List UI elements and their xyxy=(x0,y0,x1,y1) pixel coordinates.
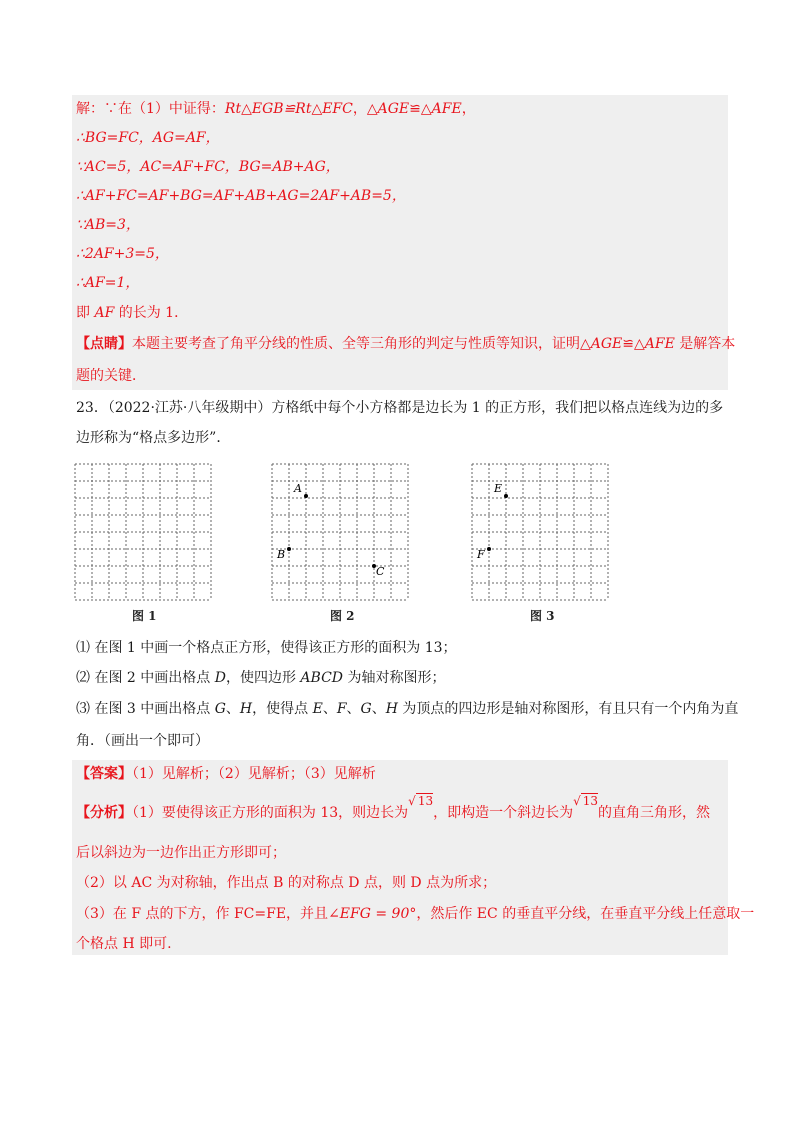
point-e-label: E xyxy=(494,482,503,495)
part-text: 为顶点的四边形是轴对称图形，有且只有一个内角为直 xyxy=(397,701,739,717)
solution-math: AGE xyxy=(377,101,410,117)
analysis-line-5: 个格点 H 即可. xyxy=(76,936,172,952)
point-c-label: C xyxy=(376,565,385,578)
solution-math: Rt△EGB≌Rt△EFC xyxy=(224,101,353,117)
solution-math: AFE xyxy=(431,101,462,117)
point-f-label: F xyxy=(477,548,485,561)
solution-text: ，△ xyxy=(352,101,378,117)
analysis-line-3: （2）以 AC 为对称轴，作出点 B 的对称点 D 点，则 D 点为所求； xyxy=(76,875,497,891)
analysis-line-2: 后以斜边为一边作出正方形即可； xyxy=(76,845,286,861)
answer-line xyxy=(76,764,376,784)
analysis-text: ，然后作 EC 的垂直平分线，在垂直平分线上任意取一 xyxy=(416,906,755,922)
solution-text: 解：∵在（1）中证得： xyxy=(76,101,225,117)
part-3-cont: 角．（画出一个即可） xyxy=(76,733,209,749)
part-3 xyxy=(76,699,738,719)
question-text: 方格纸中每个小方格都是边长为 1 的正方形，我们把以格点连线为边的多 xyxy=(271,400,724,416)
part-math: ABCD xyxy=(300,670,344,686)
part-math: G xyxy=(360,701,372,717)
sqrt-value: 13 xyxy=(582,794,599,808)
part-1: ⑴ 在图 1 中画一个格点正方形，使得该正方形的面积为 13； xyxy=(76,640,457,656)
analysis-tag: 【分析】 xyxy=(76,805,132,821)
comment-line-1 xyxy=(76,334,735,354)
solution-line-1 xyxy=(76,99,476,119)
analysis-text: 的直角三角形，然 xyxy=(598,805,711,821)
solution-line-7: ∴AF=1， xyxy=(76,275,140,291)
part-text: 、 xyxy=(346,701,361,717)
comment-tag: 【点睛】 xyxy=(76,336,132,352)
question-line-1 xyxy=(76,398,723,418)
solution-line-5: ∵AB=3， xyxy=(76,217,140,233)
part-text: 、 xyxy=(371,701,386,717)
comment-math: AFE xyxy=(644,336,675,352)
comment-text: 本题主要考查了角平分线的性质、全等三角形的判定与性质等知识，证明△ xyxy=(132,336,591,352)
solution-line-8 xyxy=(76,303,188,323)
point-b-dot xyxy=(287,547,291,551)
figure-1-caption: 图 1 xyxy=(132,609,157,623)
part-math: G xyxy=(214,701,226,717)
part-text: 为轴对称图形； xyxy=(343,670,446,686)
figure-3-grid xyxy=(470,462,612,604)
sqrt-value: 13 xyxy=(417,794,434,808)
comment-line-2: 题的关键． xyxy=(76,368,146,384)
part-math: E xyxy=(312,701,323,717)
figure-2-caption: 图 2 xyxy=(330,609,355,623)
solution-line-6: ∴2AF+3=5， xyxy=(76,246,169,262)
answer-tag: 【答案】 xyxy=(76,766,132,782)
figure-1-grid xyxy=(73,462,215,604)
solution-math: AF xyxy=(94,305,115,321)
point-f-dot xyxy=(487,547,491,551)
part-math: F xyxy=(336,701,347,717)
analysis-text: （3）在 F 点的下方，作 FC=FE，并且 xyxy=(76,906,329,922)
figure-2-grid xyxy=(270,462,412,604)
part-text: ，使四边形 xyxy=(225,670,301,686)
comment-text: 是解答本 xyxy=(674,336,736,352)
question-line-2: 边形称为“格点多边形”． xyxy=(76,430,231,446)
part-text: ⑶ 在图 3 中画出格点 xyxy=(76,701,215,717)
solution-line-2: ∴BG=FC，AG=AF， xyxy=(76,130,220,146)
sqrt-13: √ 13 xyxy=(573,794,599,808)
solution-line-3: ∵AC=5，AC=AF+FC，BG=AB+AG， xyxy=(76,159,340,175)
question-source: （2022·江苏·八年级期中） xyxy=(107,400,272,416)
analysis-line-4 xyxy=(76,904,754,924)
solution-line-4: ∴AF+FC=AF+BG=AF+AB+AG=2AF+AB=5， xyxy=(76,188,406,204)
answer-text: （1）见解析；（2）见解析；（3）见解析 xyxy=(132,766,376,782)
part-text: ⑵ 在图 2 中画出格点 xyxy=(76,670,215,686)
part-text: ，使得点 xyxy=(252,701,313,717)
part-math: D xyxy=(214,670,226,686)
analysis-text: （1）要使得该正方形的面积为 13，则边长为 xyxy=(132,805,409,821)
question-number: 23． xyxy=(76,400,108,416)
part-math: H xyxy=(385,701,398,717)
solution-text: 的长为 1． xyxy=(114,305,189,321)
part-math: H xyxy=(239,701,253,717)
point-b-label: B xyxy=(277,548,286,561)
analysis-line-1 xyxy=(76,794,711,823)
analysis-text: ，即构造一个斜边长为 xyxy=(433,805,574,821)
part-2 xyxy=(76,668,445,688)
solution-text: ≌△ xyxy=(409,101,432,117)
part-text: 、 xyxy=(225,701,240,717)
comment-text: ≌△ xyxy=(622,336,645,352)
comment-math: AGE xyxy=(590,336,623,352)
point-e-dot xyxy=(504,494,508,498)
angle-expression: ∠EFG = 90° xyxy=(328,906,417,922)
solution-text: ， xyxy=(461,101,476,117)
point-a-dot xyxy=(304,494,308,498)
solution-text: 即 xyxy=(76,305,95,321)
point-a-label: A xyxy=(294,482,302,495)
sqrt-13: √ 13 xyxy=(408,794,434,808)
part-text: 、 xyxy=(322,701,337,717)
figure-3-caption: 图 3 xyxy=(530,609,555,623)
